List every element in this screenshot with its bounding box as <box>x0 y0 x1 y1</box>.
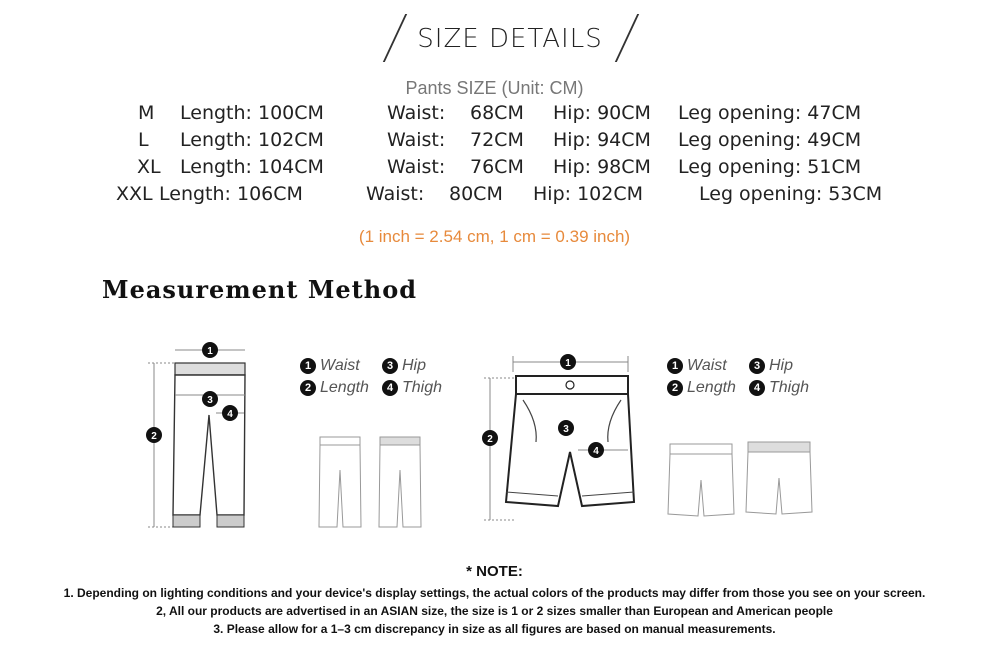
legend-label: Waist <box>320 357 360 374</box>
badge-2-icon: 2 <box>667 380 683 396</box>
size-label: M <box>138 102 155 124</box>
size-row-xl <box>0 156 989 183</box>
leg-opening-value: Leg opening: 49CM <box>678 129 862 151</box>
legend-label: Hip <box>769 357 794 374</box>
legend-item-waist <box>300 357 360 375</box>
badge-2-icon: 2 <box>300 380 316 396</box>
shorts-diagram <box>478 352 638 528</box>
size-label: L <box>138 129 149 151</box>
svg-text:2: 2 <box>487 434 493 445</box>
legend-label: Length <box>320 379 369 396</box>
leg-opening-value: Leg opening: 53CM <box>699 183 883 205</box>
svg-text:4: 4 <box>227 409 233 420</box>
note-line-1: 1. Depending on lighting conditions and your device's display settings, the actual colors of the products may differ from those you see on your screen. <box>63 586 926 600</box>
waist-label: Waist: <box>387 102 446 124</box>
legend-item-waist <box>667 357 727 375</box>
note-line-2: 2, All our products are advertised in an ASIAN size, the size is 1 or 2 sizes smaller than European and American people <box>156 604 833 618</box>
legend-item-length <box>667 379 736 397</box>
measurement-method-title: Measurement Method <box>102 275 417 304</box>
waist-value: 68CM <box>470 102 524 124</box>
size-chart-caption: Pants SIZE (Unit: CM) <box>405 78 584 98</box>
page-title: SIZE DETAILS <box>417 24 603 54</box>
hip-value: Hip: 98CM <box>553 156 651 178</box>
waist-value: 80CM <box>449 183 503 205</box>
note-title: * NOTE: <box>466 563 523 580</box>
note-line-3: 3. Please allow for a 1–3 cm discrepancy in size as all figures are based on manual measurements. <box>213 622 776 636</box>
shorts-measurement-legend <box>667 357 827 401</box>
legend-label: Waist <box>687 357 727 374</box>
waist-label: Waist: <box>366 183 425 205</box>
pants-measurement-legend <box>300 357 460 401</box>
badge-3-icon: 3 <box>382 358 398 374</box>
size-row-l <box>0 129 989 156</box>
badge-3-icon: 3 <box>749 358 765 374</box>
svg-text:1: 1 <box>207 346 213 357</box>
waist-value: 76CM <box>470 156 524 178</box>
waist-label: Waist: <box>387 156 446 178</box>
badge-4-icon: 4 <box>382 380 398 396</box>
hip-value: Hip: 90CM <box>553 102 651 124</box>
long-pants-diagram <box>140 335 260 535</box>
legend-label: Hip <box>402 357 427 374</box>
legend-item-hip <box>382 357 426 375</box>
svg-text:2: 2 <box>151 431 157 442</box>
badge-1-icon: 1 <box>300 358 316 374</box>
length-value: Length: 106CM <box>159 183 303 205</box>
svg-text:3: 3 <box>207 395 213 406</box>
notes-section <box>0 563 989 638</box>
leg-opening-value: Leg opening: 47CM <box>678 102 862 124</box>
legend-label: Thigh <box>402 379 443 396</box>
waist-value: 72CM <box>470 129 524 151</box>
hip-value: Hip: 94CM <box>553 129 651 151</box>
legend-label: Thigh <box>769 379 810 396</box>
size-label: XL <box>137 156 161 178</box>
pants-thumbnails <box>316 435 431 531</box>
leg-opening-value: Leg opening: 51CM <box>678 156 862 178</box>
waist-label: Waist: <box>387 129 446 151</box>
length-value: Length: 100CM <box>180 102 324 124</box>
size-label: XXL <box>116 183 153 205</box>
legend-label: Length <box>687 379 736 396</box>
legend-item-length <box>300 379 369 397</box>
svg-text:4: 4 <box>593 446 599 457</box>
badge-1-icon: 1 <box>667 358 683 374</box>
hip-value: Hip: 102CM <box>533 183 643 205</box>
length-value: Length: 102CM <box>180 129 324 151</box>
size-row-m <box>0 102 989 129</box>
svg-text:3: 3 <box>563 424 569 435</box>
svg-text:1: 1 <box>565 358 571 369</box>
legend-item-thigh <box>749 379 809 397</box>
size-details-header <box>380 14 640 66</box>
size-chart-table <box>0 102 989 210</box>
legend-item-hip <box>749 357 793 375</box>
legend-item-thigh <box>382 379 442 397</box>
badge-4-icon: 4 <box>749 380 765 396</box>
size-row-xxl <box>0 183 989 210</box>
unit-conversion-note: (1 inch = 2.54 cm, 1 cm = 0.39 inch) <box>358 227 631 246</box>
shorts-thumbnails <box>666 440 816 520</box>
length-value: Length: 104CM <box>180 156 324 178</box>
